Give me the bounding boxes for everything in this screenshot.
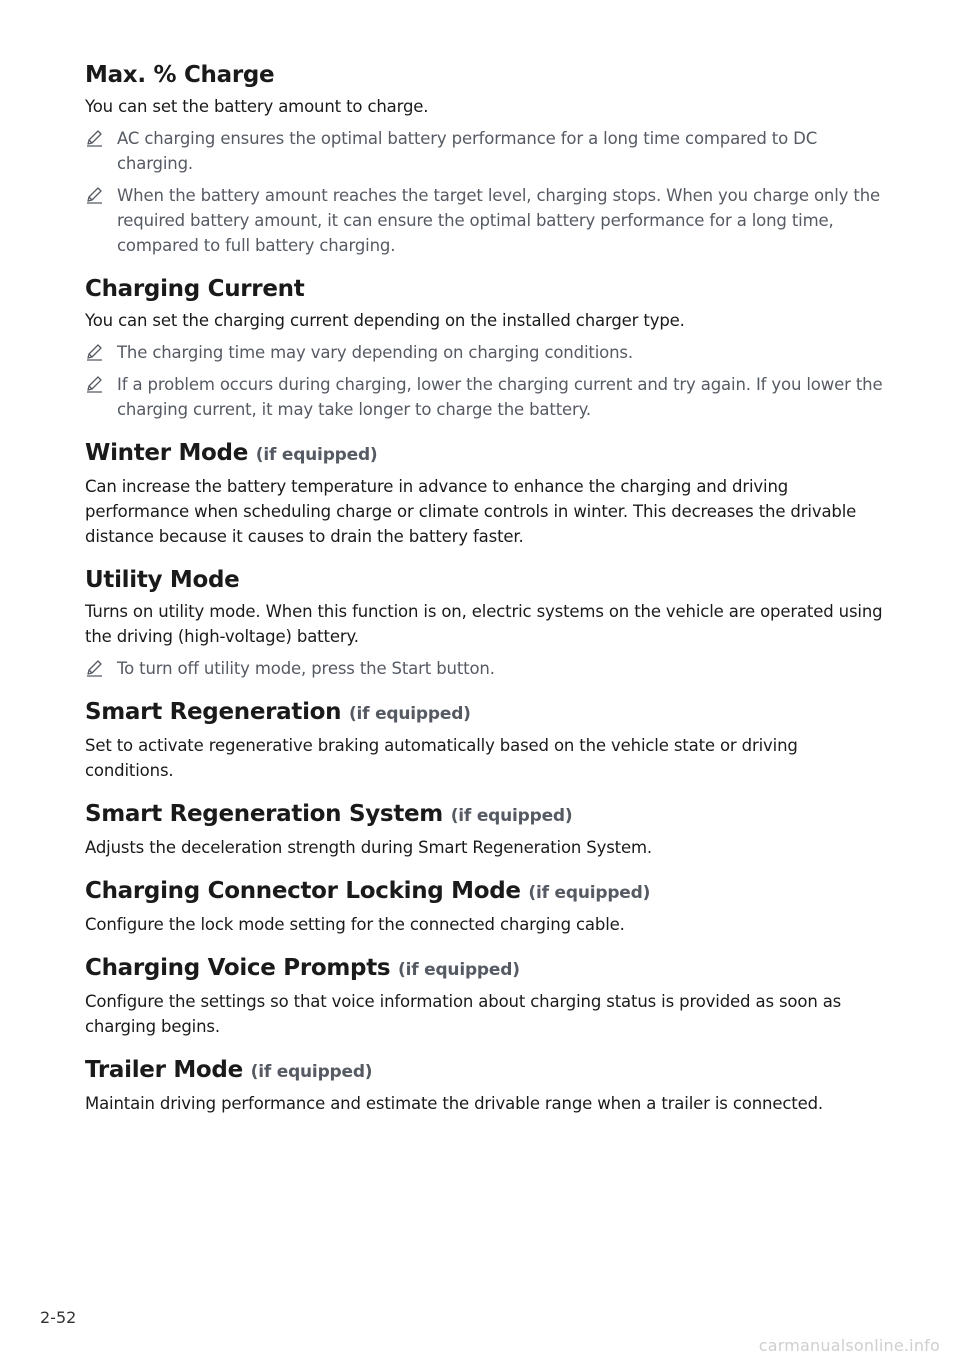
section-title xyxy=(85,1053,885,1089)
section-winter-mode xyxy=(85,436,885,549)
note-item xyxy=(85,372,885,422)
section-utility-mode xyxy=(85,563,885,681)
manual-page-content xyxy=(85,58,885,1116)
if-equipped-tag: (if equipped) xyxy=(450,806,573,826)
section-charging-current xyxy=(85,272,885,422)
section-title xyxy=(85,874,885,910)
pencil-icon xyxy=(85,656,117,681)
section-title xyxy=(85,58,885,92)
section-title-text: Charging Connector Locking Mode xyxy=(85,878,521,904)
note-text: If a problem occurs during charging, lower the charging current and try again. If you lower the charging current, it may take longer to charge the battery. xyxy=(117,375,883,419)
section-charging-voice-prompts xyxy=(85,951,885,1039)
section-title-text: Max. % Charge xyxy=(85,62,275,88)
if-equipped-tag: (if equipped) xyxy=(255,445,378,465)
note-text: The charging time may vary depending on charging conditions. xyxy=(117,343,633,362)
section-title-text: Trailer Mode xyxy=(85,1057,243,1083)
pencil-icon xyxy=(85,126,117,151)
section-body: Adjusts the deceleration strength during Smart Regeneration System. xyxy=(85,838,653,857)
if-equipped-tag: (if equipped) xyxy=(250,1062,373,1082)
section-max-charge xyxy=(85,58,885,258)
section-title-text: Smart Regeneration System xyxy=(85,801,443,827)
section-title-text: Winter Mode xyxy=(85,440,249,466)
section-title xyxy=(85,563,885,597)
section-body: Can increase the battery temperature in advance to enhance the charging and driving performance when scheduling charge or climate controls in winter. This decreases the drivable distance because it causes to drain the battery faster. xyxy=(85,477,857,546)
if-equipped-tag: (if equipped) xyxy=(528,883,651,903)
section-title xyxy=(85,272,885,306)
watermark: carmanualsonline.info xyxy=(758,1336,940,1355)
if-equipped-tag: (if equipped) xyxy=(398,960,520,980)
section-title xyxy=(85,797,885,833)
note-item xyxy=(85,126,885,176)
note-text: AC charging ensures the optimal battery performance for a long time compared to DC charging. xyxy=(117,129,818,173)
section-trailer-mode xyxy=(85,1053,885,1116)
section-smart-regeneration xyxy=(85,695,885,783)
section-title xyxy=(85,951,885,987)
section-title-text: Utility Mode xyxy=(85,567,240,593)
section-title xyxy=(85,436,885,472)
section-body: Turns on utility mode. When this function is on, electric systems on the vehicle are operated using the driving (high-voltage) battery. xyxy=(85,602,883,646)
page-number: 2-52 xyxy=(40,1308,77,1327)
note-text: To turn off utility mode, press the Start button. xyxy=(117,659,495,678)
section-body: Set to activate regenerative braking automatically based on the vehicle state or driving conditions. xyxy=(85,736,798,780)
section-body: Maintain driving performance and estimate the drivable range when a trailer is connected. xyxy=(85,1094,823,1113)
section-connector-locking-mode xyxy=(85,874,885,937)
note-text: When the battery amount reaches the target level, charging stops. When you charge only the required battery amount, it can ensure the optimal battery performance for a long time, compared to full battery charging. xyxy=(117,186,880,255)
section-title-text: Charging Voice Prompts xyxy=(85,955,391,981)
section-body: Configure the settings so that voice information about charging status is provided as soon as charging begins. xyxy=(85,992,842,1036)
section-smart-regeneration-system xyxy=(85,797,885,860)
note-item xyxy=(85,183,885,258)
note-item xyxy=(85,656,885,681)
section-body: You can set the battery amount to charge. xyxy=(85,97,429,116)
pencil-icon xyxy=(85,372,117,397)
section-title-text: Smart Regeneration xyxy=(85,699,342,725)
pencil-icon xyxy=(85,183,117,208)
note-item xyxy=(85,340,885,365)
pencil-icon xyxy=(85,340,117,365)
section-title xyxy=(85,695,885,731)
if-equipped-tag: (if equipped) xyxy=(348,704,471,724)
section-body: You can set the charging current depending on the installed charger type. xyxy=(85,311,685,330)
section-body: Configure the lock mode setting for the connected charging cable. xyxy=(85,915,625,934)
section-title-text: Charging Current xyxy=(85,276,305,302)
